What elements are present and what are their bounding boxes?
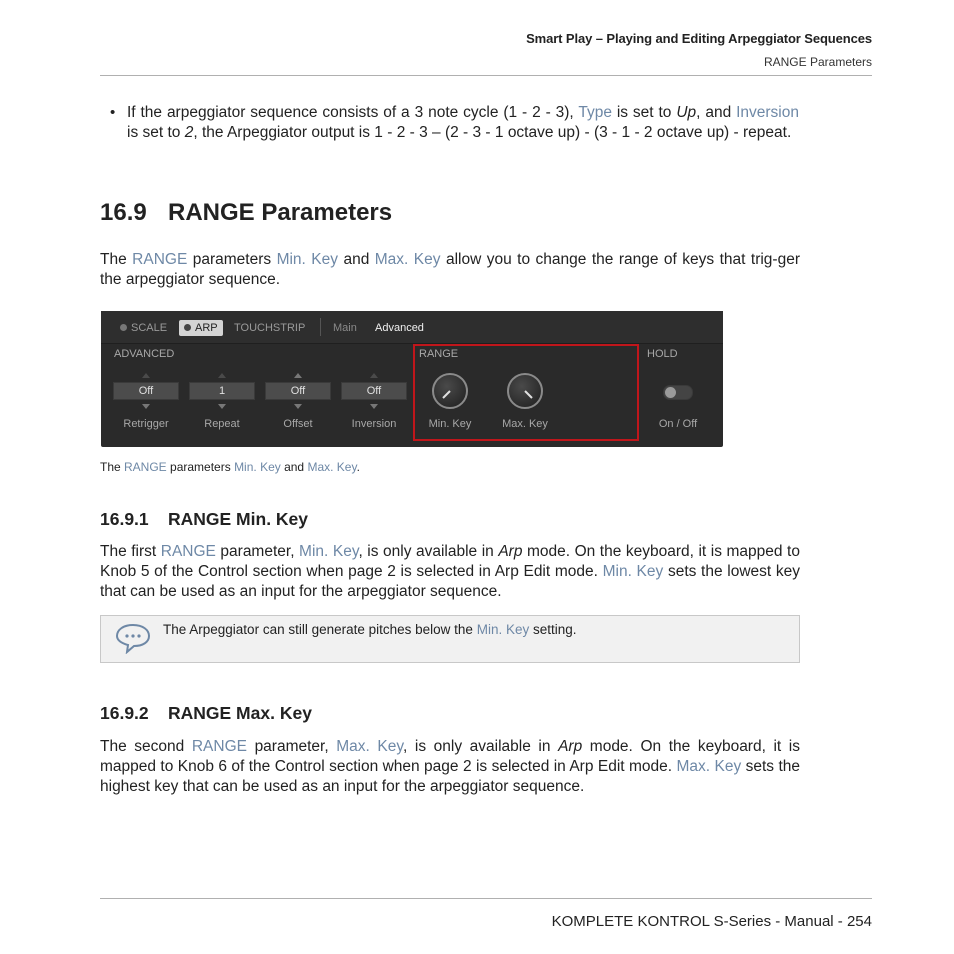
hold-label: On / Off bbox=[658, 418, 698, 430]
link-inversion[interactable]: Inversion bbox=[736, 104, 799, 121]
link-range[interactable]: RANGE bbox=[132, 251, 188, 268]
section-hold-label: HOLD bbox=[647, 348, 678, 360]
tab-advanced[interactable]: Advanced bbox=[375, 322, 424, 334]
note-box bbox=[100, 615, 800, 663]
caption-link-max-key[interactable]: Max. Key bbox=[307, 460, 357, 474]
section-advanced-label: ADVANCED bbox=[114, 348, 175, 360]
section-range-label: RANGE bbox=[419, 348, 459, 360]
max-key-knob[interactable] bbox=[507, 373, 543, 409]
link-max-key[interactable]: Max. Key bbox=[336, 738, 403, 755]
note-text: The Arpeggiator can still generate pitches below the Min. Key setting. bbox=[163, 622, 577, 637]
retrigger-label: Retrigger bbox=[123, 418, 169, 430]
intro-paragraph: The RANGE parameters Min. Key and Max. Key allow you to change the range of keys that trig-ger the arpeggiator sequence. bbox=[100, 251, 800, 288]
repeat-down-icon[interactable] bbox=[218, 404, 226, 409]
offset-up-icon[interactable] bbox=[294, 373, 302, 378]
hold-toggle-knob bbox=[665, 387, 676, 398]
tab-separator bbox=[320, 318, 321, 336]
repeat-value[interactable]: 1 bbox=[189, 382, 255, 400]
note-link-min-key[interactable]: Min. Key bbox=[476, 622, 530, 637]
bullet-paragraph: If the arpeggiator sequence consists of a 3 note cycle (1 - 2 - 3), Type is set to Up, and Inversion is set to 2, the Arpeggiator output is 1 - 2 - 3 – (2 - 3 - 1 octave up) - (3 - 1 - 2 octave up) - repeat. bbox=[127, 104, 799, 141]
header-divider bbox=[100, 75, 872, 76]
min-key-label: Min. Key bbox=[428, 418, 472, 430]
arp-panel-screenshot bbox=[101, 311, 723, 447]
inversion-down-icon[interactable] bbox=[370, 404, 378, 409]
inversion-value[interactable]: Off bbox=[341, 382, 407, 400]
section-title: RANGE Parameters bbox=[168, 199, 393, 226]
caption-link-range[interactable]: RANGE bbox=[124, 460, 167, 474]
link-min-key[interactable]: Min. Key bbox=[276, 251, 339, 268]
link-max-key[interactable]: Max. Key bbox=[676, 758, 742, 775]
tab-arp[interactable] bbox=[179, 320, 223, 336]
retrigger-up-icon[interactable] bbox=[142, 373, 150, 378]
running-header-title: Smart Play – Playing and Editing Arpeggiator Sequences bbox=[526, 31, 872, 46]
link-min-key[interactable]: Min. Key bbox=[299, 543, 359, 560]
max-key-label: Max. Key bbox=[502, 418, 548, 430]
min-key-knob[interactable] bbox=[432, 373, 468, 409]
link-range[interactable]: RANGE bbox=[160, 543, 216, 560]
offset-label: Offset bbox=[283, 418, 313, 430]
max-key-paragraph: The second RANGE parameter, Max. Key, is only available in Arp mode. On the keyboard, it is mapped to Knob 6 of the Control section when page 2 is selected in Arp Edit mode. Max. Key sets the highest key that can be used as an input for the arpeggiator sequence. bbox=[100, 738, 801, 795]
offset-down-icon[interactable] bbox=[294, 404, 302, 409]
retrigger-value[interactable]: Off bbox=[113, 382, 179, 400]
scale-dot-icon bbox=[120, 324, 127, 331]
repeat-label: Repeat bbox=[204, 418, 240, 430]
inversion-up-icon[interactable] bbox=[370, 373, 378, 378]
link-min-key[interactable]: Min. Key bbox=[602, 563, 664, 580]
tab-arp-label: ARP bbox=[195, 322, 218, 334]
speech-bubble-icon bbox=[114, 622, 152, 654]
subsection-heading-min-key: 16.9.1 RANGE Min. Key bbox=[100, 509, 309, 529]
tab-scale[interactable]: SCALE bbox=[131, 322, 168, 334]
min-key-paragraph: The first RANGE parameter, Min. Key, is only available in Arp mode. On the keyboard, it is mapped to Knob 5 of the Control section when page 2 is selected in Arp Edit mode. Min. Key sets the lowest key that can be used as an input for the arpeggiator sequence. bbox=[100, 543, 800, 600]
tab-touchstrip[interactable]: TOUCHSTRIP bbox=[234, 322, 306, 334]
caption-link-min-key[interactable]: Min. Key bbox=[234, 460, 281, 474]
section-heading bbox=[100, 199, 392, 227]
link-type[interactable]: Type bbox=[578, 104, 612, 121]
link-range[interactable]: RANGE bbox=[191, 738, 247, 755]
section-number: 16.9 bbox=[100, 199, 147, 226]
panel-topbar bbox=[101, 311, 723, 344]
footer-text: KOMPLETE KONTROL S-Series - Manual - 254 bbox=[551, 913, 872, 930]
retrigger-down-icon[interactable] bbox=[142, 404, 150, 409]
hold-toggle[interactable] bbox=[663, 385, 693, 400]
running-header-subtitle: RANGE Parameters bbox=[763, 55, 872, 69]
tab-main[interactable]: Main bbox=[333, 322, 357, 334]
link-max-key[interactable]: Max. Key bbox=[374, 251, 441, 268]
offset-value[interactable]: Off bbox=[265, 382, 331, 400]
arp-dot-icon bbox=[184, 324, 191, 331]
figure-caption: The RANGE parameters Min. Key and Max. Key. bbox=[100, 460, 360, 474]
inversion-label: Inversion bbox=[351, 418, 397, 430]
repeat-up-icon[interactable] bbox=[218, 373, 226, 378]
bullet-marker: • bbox=[110, 104, 116, 121]
footer-divider bbox=[100, 898, 872, 899]
min-key-knob-indicator-icon bbox=[434, 375, 466, 407]
max-key-knob-indicator-icon bbox=[509, 375, 541, 407]
subsection-heading-max-key: 16.9.2 RANGE Max. Key bbox=[100, 703, 312, 723]
